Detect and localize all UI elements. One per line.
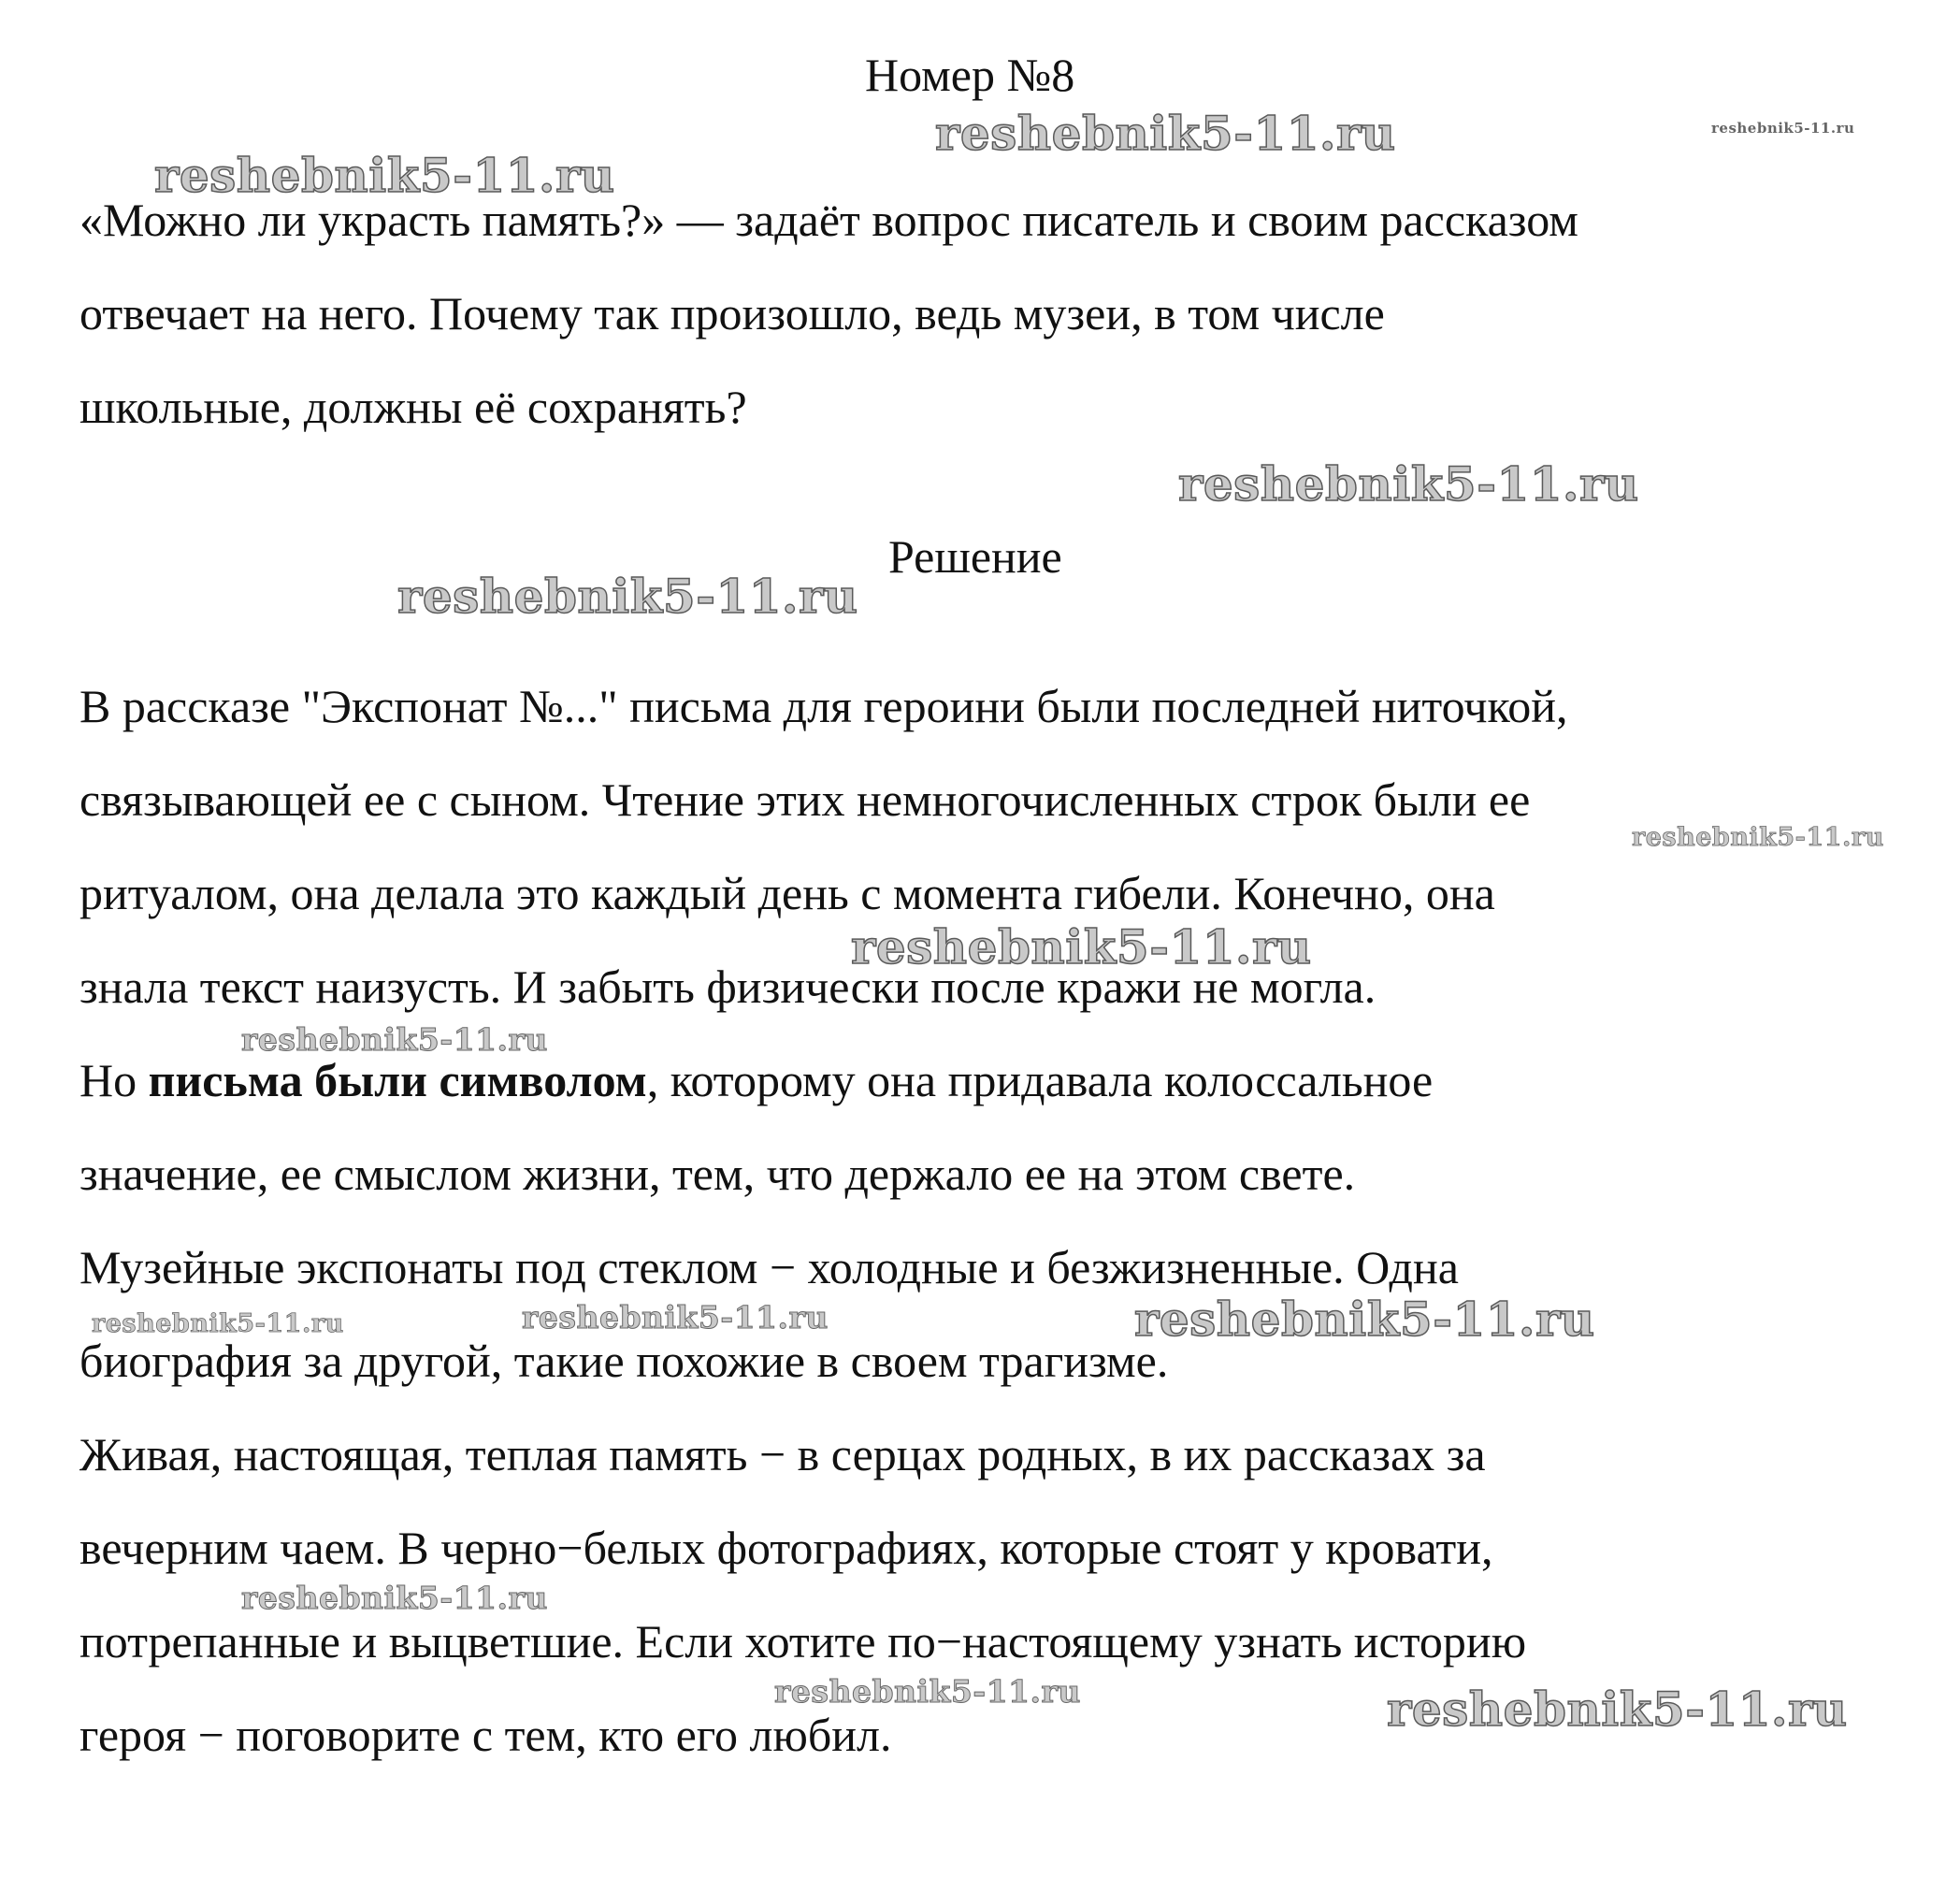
- answer-line: значение, ее смыслом жизни, тем, что держало ее на этом свете.: [79, 1148, 1356, 1200]
- answer-line: Живая, настоящая, теплая память − в серцах родных, в их рассказах за: [79, 1428, 1486, 1480]
- answer-line: героя − поговорите с тем, кто его любил.: [79, 1709, 892, 1761]
- watermark: reshebnik5-11.ru: [522, 1299, 829, 1336]
- answer-line: потрепанные и выцветшие. Если хотите по−настоящему узнать историю: [79, 1615, 1527, 1668]
- answer-line: В рассказе "Экспонат №..." письма для героини были последней ниточкой,: [79, 680, 1568, 732]
- watermark: reshebnik5-11.ru: [851, 919, 1312, 975]
- answer-line: ритуалом, она делала это каждый день с момента гибели. Конечно, она: [79, 867, 1495, 919]
- watermark: reshebnik5-11.ru: [1632, 823, 1884, 852]
- watermark: reshebnik5-11.ru: [935, 106, 1396, 161]
- watermark: reshebnik5-11.ru: [1178, 456, 1639, 512]
- question-line: отвечает на него. Почему так произошло, ведь музеи, в том числе: [79, 287, 1385, 339]
- watermark: reshebnik5-11.ru: [1387, 1682, 1848, 1737]
- watermark: reshebnik5-11.ru: [1134, 1292, 1595, 1347]
- answer-text: , которому она придавала колоссальное: [646, 1054, 1434, 1106]
- answer-line: Музейные экспонаты под стеклом − холодные и безжизненные. Одна: [79, 1241, 1459, 1293]
- watermark: reshebnik5-11.ru: [241, 1580, 548, 1616]
- answer-line: [79, 1052, 1433, 1108]
- emphasized-phrase: письма были символом: [148, 1054, 647, 1106]
- watermark: reshebnik5-11.ru: [397, 569, 858, 624]
- answer-line: вечерним чаем. В черно−белых фотографиях, которые стоят у кровати,: [79, 1522, 1493, 1574]
- answer-line: биография за другой, такие похожие в своем трагизме.: [79, 1335, 1169, 1387]
- question-line: «Можно ли украсть память?» — задаёт вопрос писатель и своим рассказом: [79, 194, 1578, 246]
- watermark: reshebnik5-11.ru: [154, 148, 615, 203]
- watermark: reshebnik5-11.ru: [774, 1673, 1081, 1710]
- watermark: reshebnik5-11.ru: [241, 1021, 548, 1058]
- solution-heading: Решение: [888, 530, 1062, 583]
- watermark: reshebnik5-11.ru: [92, 1309, 344, 1338]
- answer-line: знала текст наизусть. И забыть физически после кражи не могла.: [79, 960, 1376, 1013]
- answer-line: связывающей ее с сыном. Чтение этих немногочисленных строк были ее: [79, 773, 1531, 826]
- answer-text: Но: [79, 1054, 149, 1106]
- page-title: Номер №8: [865, 49, 1075, 101]
- question-line: школьные, должны её сохранять?: [79, 381, 747, 433]
- watermark: reshebnik5-11.ru: [1711, 120, 1855, 137]
